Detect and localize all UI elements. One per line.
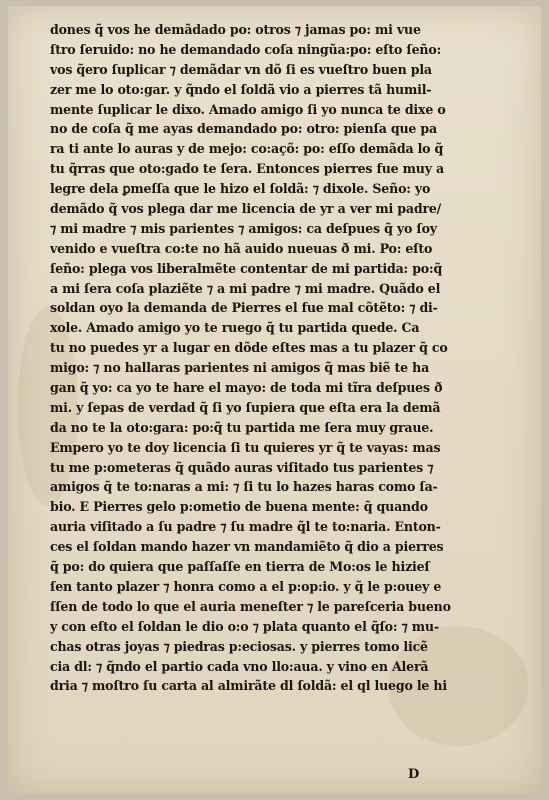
text-line: ſſen de todo lo que el auria meneſter ⁊ le pareſceria bueno	[50, 598, 451, 614]
text-block	[50, 20, 490, 696]
text-line: ſtro ſeruido: no he demandado coſa ningũa:po: eſto ſeño:	[50, 41, 442, 57]
text-line: vos q̃ero ſuplicar ⁊ demãdar vn dõ ſi es vueſtro buen pla	[50, 61, 432, 77]
text-line: mente ſuplicar le dixo. Amado amigo ſi yo nunca te dixe o	[50, 101, 446, 117]
text-line: mi. y ſepas de verdad q̃ ſi yo ſupiera que eſta era la demã	[50, 399, 441, 415]
text-line: auria viſitado a ſu padre ⁊ ſu madre q̃l te to:naria. Enton-	[50, 519, 441, 535]
text-line: y con eſto el ſoldan le dio o:o ⁊ plata quanto el q̃ſo: ⁊ mu-	[50, 618, 439, 634]
text-line: demãdo q̃ vos plega dar me licencia de yr a ver mi padre/	[50, 201, 442, 217]
book-page	[8, 6, 541, 794]
signature-mark: D	[408, 767, 420, 782]
text-line: bio. E Pierres gelo p:ometio de buena mente: q̃ quando	[50, 499, 428, 515]
text-line: legre dela ꝑmeſſa que le hizo el ſoldã: ⁊ dixole. Seño: yo	[50, 181, 431, 197]
text-line: dones q̃ vos he demãdado po: otros ⁊ jamas po: mi vue	[50, 22, 421, 37]
text-line: gan q̃ yo: ca yo te hare el mayo: de toda mi tĩra deſpues ð	[50, 380, 443, 396]
text-line: ſeño: plega vos liberalmẽte contentar de mi partida: po:q̃	[50, 260, 443, 276]
text-line: soldan oyo la demanda de Pierres el fue mal cõtẽto: ⁊ di-	[50, 300, 438, 316]
text-line: venido e vueſtra co:te no hã auido nueuas ð mi. Po: eſto	[50, 240, 433, 256]
text-line: ra ti ante lo auras y de mejo: co:açõ: po: eſſo demãda lo q̃	[50, 141, 444, 157]
text-line: chas otras joyas ⁊ piedras p:eciosas. y pierres tomo licẽ	[50, 638, 428, 654]
text-line: xole. Amado amigo yo te ruego q̃ tu partida quede. Ca	[50, 320, 420, 336]
text-line: zer me lo oto:gar. y q̃ndo el ſoldã vio a pierres tã humil-	[50, 81, 432, 97]
text-line: dria ⁊ moſtro ſu carta al almirãte dl ſoldã: el ql luego le hi	[50, 678, 447, 694]
text-line: tu q̃rras que oto:gado te ſera. Entonces pierres fue muy a	[50, 161, 445, 177]
text-line: migo: ⁊ no hallaras parientes ni amigos q̃ mas biẽ te ha	[50, 360, 430, 376]
text-line: tu no puedes yr a lugar en dõde eſtes mas a tu plazer q̃ co	[50, 340, 448, 356]
text-line: no de coſa q̃ me ayas demandado po: otro: pienſa que pa	[50, 121, 437, 137]
text-line: Empero yo te doy licencia ſi tu quieres yr q̃ te vayas: mas	[50, 439, 441, 455]
text-line: cia dl: ⁊ q̃ndo el partio cada vno llo:aua. y vino en Alerã	[50, 658, 429, 674]
text-line: a mi ſera coſa plaziẽte ⁊ a mi padre ⁊ mi madre. Quãdo el	[50, 280, 441, 296]
text-line: ⁊ mi madre ⁊ mis parientes ⁊ amigos: ca deſpues q̃ yo ſoy	[50, 220, 437, 236]
text-line: ſen tanto plazer ⁊ honra como a el p:op:io. y q̃ le p:ouey e	[50, 578, 442, 594]
text-line: ces el ſoldan mando hazer vn mandamiẽto q̃ dio a pierres	[50, 539, 444, 555]
text-line: da no te la oto:gara: po:q̃ tu partida me ſera muy graue.	[50, 419, 434, 435]
text-line: q̃ po: do quiera que paſſaſſe en tierra de Mo:os le hizieſ	[50, 559, 430, 575]
text-line: amigos q̃ te to:naras a mi: ⁊ ſi tu lo hazes haras como ſa-	[50, 479, 438, 495]
text-line: tu me p:ometeras q̃ quãdo auras viſitado tus parientes ⁊	[50, 459, 434, 475]
